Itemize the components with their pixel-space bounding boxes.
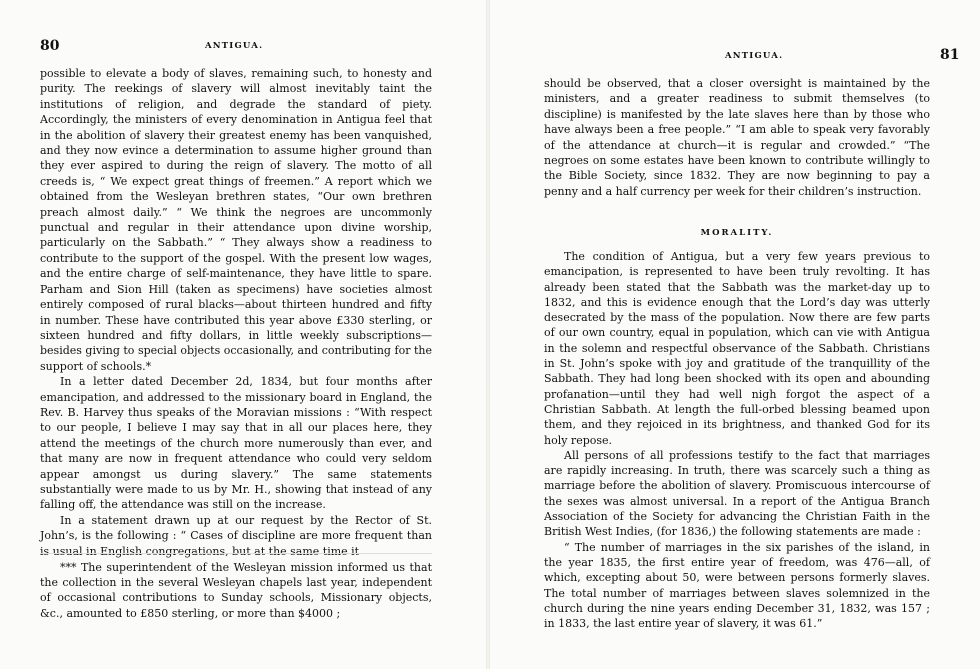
- right-body-text: [544, 249, 930, 631]
- continuation-text: [544, 76, 930, 199]
- running-head: ANTIGUA.: [725, 51, 784, 61]
- footnote-text: *** The superintendent of the Wesleyan mission informed us that the collection in the several Wesleyan chapels last year, independent of occasional contributions to Sunday schools, Missionary objects, &c., amounted to £850 sterling, or more than $4000 ;: [40, 561, 432, 620]
- footnote-divider: [40, 553, 432, 554]
- paragraph: In a statement drawn up at our request by the Rector of St. John’s, is the following : “ Cases of discipline are more frequent than is usual in English congregations, but at the same time it: [40, 513, 432, 558]
- paragraph: should be observed, that a closer oversight is maintained by the ministers, and a greater readiness to submit themselves (to discipline) is manifested by the late slaves here than by those who have always been a free people.” “I am able to speak very favorably of the attendance at church—it is regular and crowded.” “The negroes on some estates have been known to contribute willingly to the Bible Society, since 1832. They are now beginning to pay a penny and a half currency per week for their children’s instruction.: [544, 77, 930, 198]
- paragraph: possible to elevate a body of slaves, remaining such, to honesty and purity. The reekings of slavery will almost inevitably taint the institutions of religion, and degrade the standard of piety. Accordingly, the ministers of every denomination in Antigua feel that in the abolition of slavery their greatest enemy has been vanquished, and they now evince a determination to assume higher ground than they ever aspired to during the reign of slavery. The motto of all creeds is, “ We expect great things of freemen.” A report which we obtained from the Wesleyan brethren states, “Our own brethren preach almost daily.” “ We think the negroes are uncommonly punctual and regular in their attendance upon divine worship, particularly on the Sabbath.” “ They always show a readiness to contribute to the support of the gospel. With the present low wages, and the entire charge of self-maintenance, they have little to spare. Parham and Sion Hill (taken as specimens) have societies almost entirely composed of rural blacks—about thirteen hundred and fifty in number. These have contributed this year above £330 sterling, or sixteen hundred and fifty dollars, in little weekly subscriptions—besides giving to special objects occasionally, and contributing for the support of schools.*: [40, 67, 432, 373]
- paragraph: The condition of Antigua, but a very few years previous to emancipation, is represented to have been truly revolting. It has already been stated that the Sabbath was the market-day up to 1832, and this is evidence enough that the Lord’s day was utterly desecrated by the mass of the population. Now there are few parts of our own country, equal in population, which can vie with Antigua in the solemn and respectful observance of the Sabbath. Christians in St. John’s spoke with joy and gratitude of the tranquillity of the Sabbath. They had long been shocked with its open and abounding profanation—until they had well nigh forgot the aspect of a Christian Sabbath. At length the full-orbed blessing beamed upon them, and they rejoiced in its brightness, and thanked God for its holy repose.: [544, 250, 930, 447]
- paragraph: In a letter dated December 2d, 1834, but four months after emancipation, and addressed to the missionary board in England, the Rev. B. Harvey thus speaks of the Moravian missions : “With respect to our people, I believe I may say that in all our places here, they attend the meetings of the church more numerously than ever, and that many are now in frequent attendance who could very seldom appear amongst us during slavery.” The same statements substantially were made to us by Mr. H., showing that instead of any falling off, the attendance was still on the increase.: [40, 375, 432, 512]
- footnote: [40, 560, 432, 621]
- running-head: ANTIGUA.: [205, 41, 264, 51]
- paragraph: All persons of all professions testify to the fact that marriages are rapidly increasing. In truth, there was scarcely such a thing as marriage before the abolition of slavery. Promiscuous intercourse of the sexes was almost universal. In a report of the Antigua Branch Association of the Society for advancing the Christian Faith in the British West Indies, (for 1836,) the following statements are made :: [544, 448, 930, 539]
- right-page: [488, 0, 980, 669]
- paragraph: “ The number of marriages in the six parishes of the island, in the year 1835, the first entire year of freedom, was 476—all, of which, excepting about 50, were between persons formerly slaves. The total number of marriages between slaves solemnized in the church during the nine years ending December 31, 1832, was 157 ; in 1833, the last entire year of slavery, it was 61.”: [544, 540, 930, 631]
- left-body-text: [40, 66, 432, 559]
- section-heading: MORALITY.: [700, 228, 774, 238]
- page-number: 80: [40, 38, 60, 54]
- page-number: 81: [940, 47, 960, 63]
- left-page: [0, 0, 488, 669]
